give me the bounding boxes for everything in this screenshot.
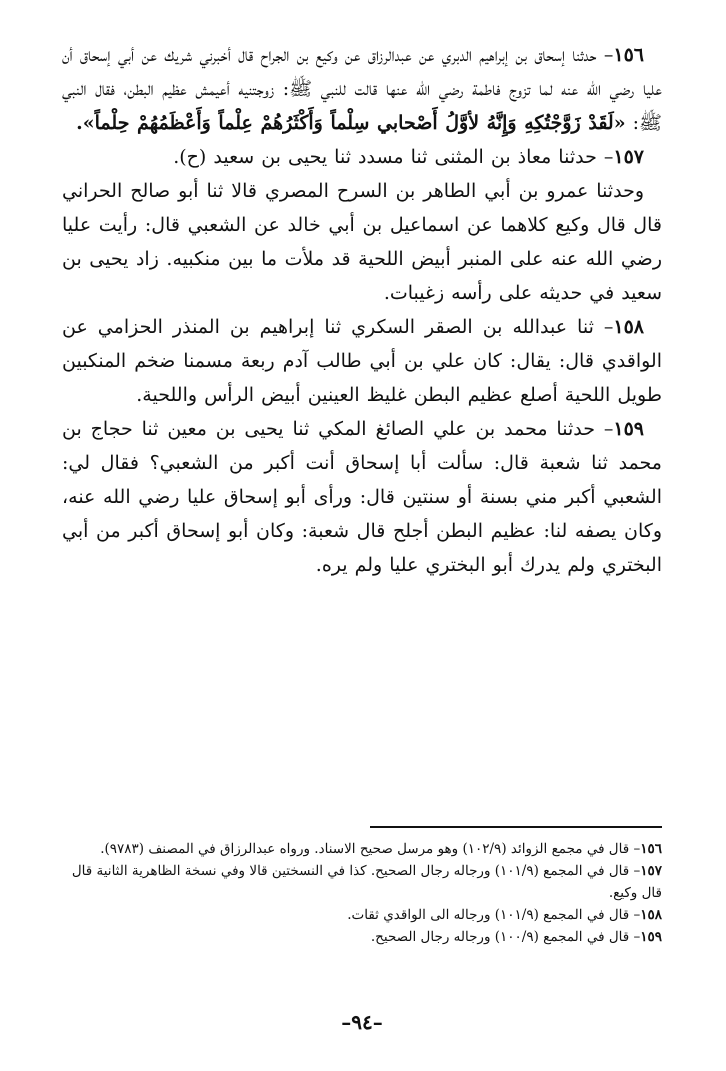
hadith-text: ثنا عبدالله بن الصقر السكري ثنا إبراهيم بن المنذر الحزامي عن الواقدي قال: يقال: كان علي بن أبي طالب آدم ربعة مسمنا ضخم المنكبين طويل اللحية أصلع عظيم البطن غليظ العينين أبيض الرأس واللحية. [62,316,662,406]
hadith-159 [62,412,662,582]
hadith-text: حدثنا إسحاق بن إبراهيم الدبري عن عبدالرزاق عن وكيع بن الجراح قال أخبرني شريك عن أبي إسحاق أن عليا رضي الله عنه لما تزوج فاطمة رضي الله عنها قالت للنبي ﷺ: زوجتنيه أعيمش عظيم البطن، فقال النبي ﷺ: [62,44,662,134]
footnote-text: – قال في مجمع الزوائد (١٠٢/٩) وهو مرسل صحيح الاسناد. ورواه عبدالرزاق في المصنف (٩٧٨٣). [100,841,641,857]
page-number: –٩٤– [341,1010,383,1034]
main-text [62,38,662,582]
footnote-number: ١٥٧ [640,863,662,879]
footnote-text: – قال في المجمع (١٠١/٩) ورجاله رجال الصحيح. كذا في النسختين قالا وفي نسخة الظاهرية الثانية قال قال وكيع. [71,863,662,901]
footnote-divider [370,826,662,828]
hadith-number: ١٥٨ [613,316,644,338]
hadith-157 [62,140,662,174]
hadith-157-continuation [62,174,662,310]
hadith-dash: – [603,316,614,338]
footnote-157 [62,860,662,904]
book-page [62,38,662,1038]
hadith-continuation-text: وحدثنا عمرو بن أبي الطاهر بن السرح المصري قالا ثنا أبو صالح الحراني قال قال وكيع كلاهما عن اسماعيل بن أبي خالد عن الشعبي قال: رأيت عليا رضي الله عنه على المنبر أبيض اللحية قد ملأت ما بين منكبيه. زاد يحيى بن سعيد في حديثه على رأسه زغيبات. [62,180,662,304]
hadith-158 [62,310,662,412]
footnote-158 [62,904,662,926]
hadith-dash: – [603,44,614,66]
prophetic-quote: «لَقَدْ زَوَّجْتُكِهِ وَإِنَّهُ لأوَّلُ أَصْحابي سِلْماً وَأَكْثَرُهُمْ عِلْماً وَأَعْظَمُهُمْ حِلْماً». [76,112,626,134]
hadith-dash: – [603,418,614,440]
hadith-number: ١٥٩ [613,418,644,440]
footnotes [62,838,662,948]
hadith-number: ١٥٦ [613,44,644,66]
footnote-text: – قال في المجمع (١٠٠/٩) ورجاله رجال الصحيح. [370,929,641,945]
footnote-number: ١٥٦ [640,841,662,857]
footnote-text: – قال في المجمع (١٠١/٩) ورجاله الى الواقدي ثقات. [347,907,641,923]
hadith-text: حدثنا محمد بن علي الصائغ المكي ثنا يحيى بن معين ثنا حجاج بن محمد ثنا شعبة قال: سألت أبا إسحاق أنت أكبر من الشعبي؟ فقال لي: الشعبي أكبر مني بسنة أو سنتين قال: ورأى أبو إسحاق عليا رضي الله عنه، وكان يصفه لنا: عظيم البطن أجلح قال شعبة: وكان أبو إسحاق أكبر من أبي البختري ولم يدرك أبو البختري عليا ولم يره. [62,418,662,576]
footnote-159 [62,926,662,948]
footnote-156 [62,838,662,860]
hadith-dash: – [603,146,614,168]
hadith-text: حدثنا معاذ بن المثنى ثنا مسدد ثنا يحيى بن سعيد (ح). [173,146,597,168]
footnote-number: ١٥٩ [640,929,662,945]
hadith-156 [62,38,662,140]
footnote-number: ١٥٨ [640,907,662,923]
hadith-number: ١٥٧ [613,146,644,168]
